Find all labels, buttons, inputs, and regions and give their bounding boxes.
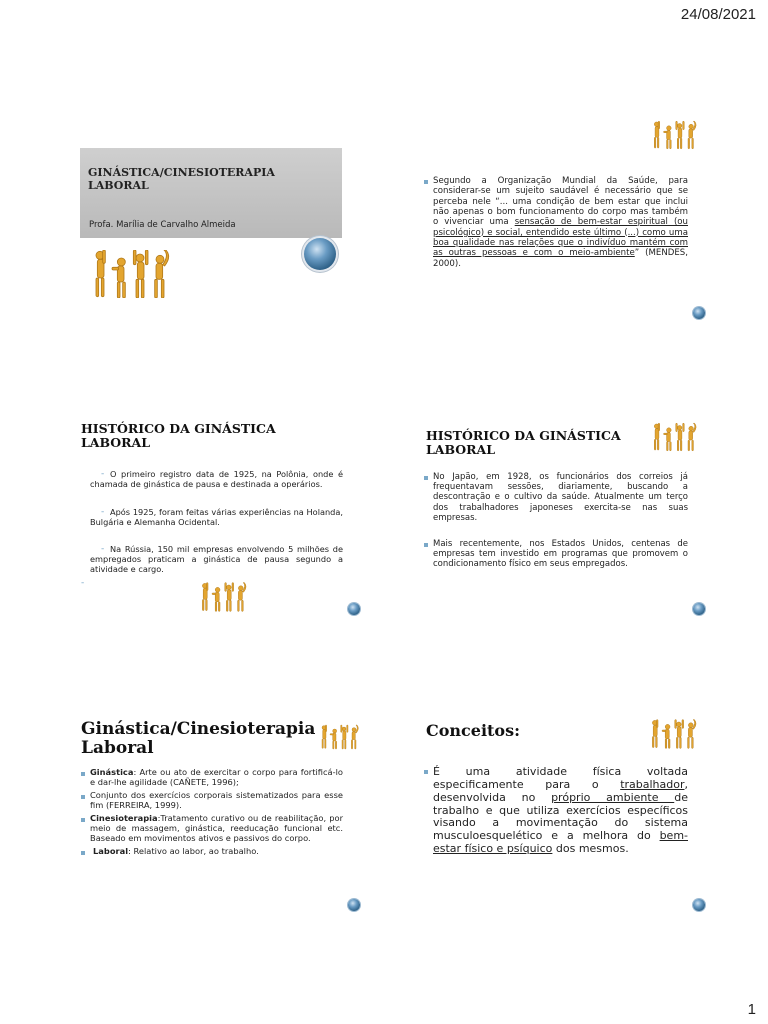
blue-orb-icon (693, 899, 705, 911)
slide5-title: Ginástica/Cinesioterapia Laboral (81, 719, 316, 759)
slide6-text: de trabalho e que utiliza exercícios específicos visando a movimentação do sistema musculoesquelético e a melhora do (433, 790, 688, 843)
slide6-title: Conceitos: (426, 721, 521, 740)
gymnast-figures-icon (652, 420, 698, 454)
slide3-item: - Após 1925, foram feitas várias experiências na Holanda, Bulgária e Alemanha Ocidental. (81, 508, 343, 528)
blue-orb-icon (693, 307, 705, 319)
slide3-item: - O primeiro registro data de 1925, na Polônia, onde é chamada de ginástica de pausa e destinada a operários. (81, 470, 343, 490)
slide4-item: No Japão, em 1928, os funcionários dos correios já frequentavam sessões, diariamente, buscando a descontração e o cultivo da saúde. Atualmente um terço dos trabalhadores japoneses exercita-se nas suas empresas. (424, 472, 688, 523)
slide6-text: É uma atividade física voltada especificamente para o (433, 765, 688, 791)
slide6-underlined-text: próprio ambiente (551, 790, 675, 804)
page-number: 1 (747, 1001, 756, 1018)
slide5-body (81, 768, 343, 857)
gymnast-figures-icon (200, 580, 248, 614)
header-date: 24/08/2021 (680, 6, 756, 23)
term-definition: :Tratamento curativo ou de reabilitação, por meio de massagem, ginástica, reeducação funcional etc. Baseado em movimentos ativos e passivos do corpo. (90, 812, 343, 843)
slide6-paragraph (424, 766, 688, 856)
gymnast-figures-icon (320, 722, 360, 752)
gymnast-figures-icon (92, 250, 172, 298)
slide4-title: HISTÓRICO DA GINÁSTICA LABORAL (426, 428, 621, 457)
slide5-item (81, 768, 343, 788)
slide3-item: - Na Rússia, 150 mil empresas envolvendo 5 milhões de empregados praticam a ginástica de pausa segundo a atividade e cargo. (81, 545, 343, 575)
slide6-underlined-text: trabalhador (620, 777, 685, 791)
blue-orb-icon (348, 603, 360, 615)
slide5-item (81, 791, 343, 811)
slide2-citation: ” (MENDES, 2000). (433, 248, 688, 269)
slide2-text: Segundo a Organização Mundial da Saúde, para considerar-se um sujeito saudável é necessário que se perceba nele “... uma condição de bem estar que inclui não apenas o bom funcionamento do corpo mas também o vivenciar uma (433, 176, 688, 228)
slide1-title: GINÁSTICA/CINESIOTERAPIA LABORAL (88, 166, 275, 193)
slide2-body (424, 176, 688, 269)
slide1-author: Profa. Marília de Carvalho Almeida (89, 220, 236, 230)
slide3-body (81, 470, 343, 589)
term-label: Cinesioterapia (90, 812, 158, 823)
slide5-item (81, 847, 343, 857)
slide6-underlined-text: bem-estar físico e psíquico (433, 829, 688, 856)
slide4-item: Mais recentemente, nos Estados Unidos, centenas de empresas tem investido em programas que promovem o condicionamento físico em seus empregados. (424, 539, 688, 570)
blue-orb-icon (304, 238, 336, 270)
slide2-underlined-text: sensação de bem-estar espiritual (ou psicológico) e social, entendido este último (...) como uma boa qualidade nas relações que o indivíduo mantém com as outras pessoas e com o meio-ambiente (433, 217, 689, 259)
gymnast-figures-icon (650, 716, 698, 752)
slide3-title: HISTÓRICO DA GINÁSTICA LABORAL (81, 421, 276, 450)
blue-orb-icon (693, 603, 705, 615)
slide6-body (424, 766, 688, 856)
slide2-paragraph (424, 176, 688, 269)
term-definition: Conjunto dos exercícios corporais sistematizados para esse fim (FERREIRA, 1999). (90, 789, 343, 810)
term-label: Laboral (93, 845, 129, 856)
slide5-item (81, 814, 343, 844)
term-definition: : Relativo ao labor, ao trabalho. (128, 845, 259, 856)
slide4-body (424, 472, 688, 570)
slide6-text: dos mesmos. (552, 842, 629, 856)
gymnast-figures-icon (652, 118, 698, 152)
term-label: Ginástica (90, 767, 134, 777)
term-definition: : Arte ou ato de exercitar o corpo para fortificá-lo e dar-lhe agilidade (CAÑETE, 1996); (90, 767, 343, 787)
blue-orb-icon (348, 899, 360, 911)
title-panel (80, 148, 342, 238)
slide6-text: , desenvolvida no (433, 777, 688, 804)
